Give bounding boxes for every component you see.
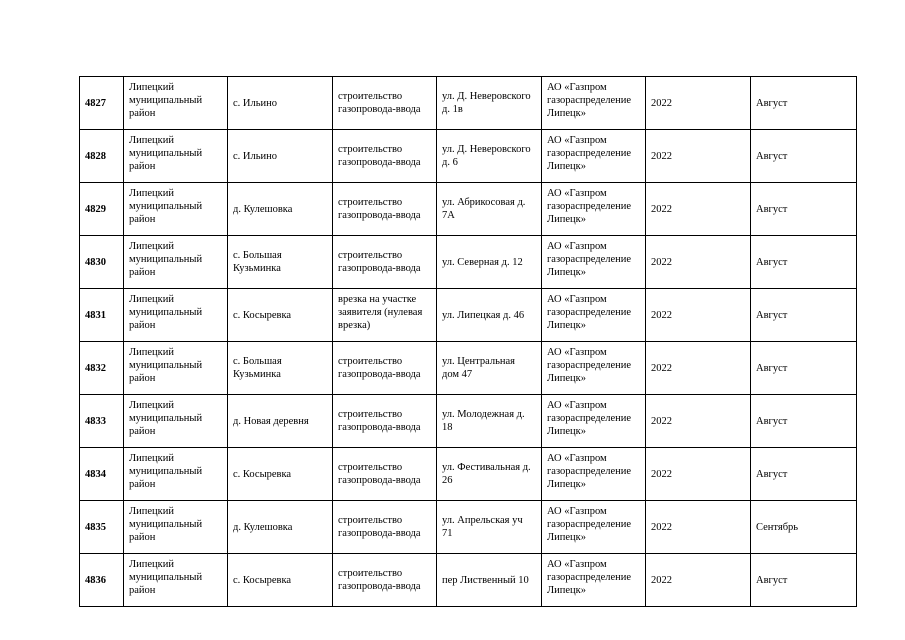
work-type-cell: строительство газопровода-ввода: [333, 236, 437, 289]
row-number-cell: 4835: [80, 501, 124, 554]
table-row: [80, 289, 857, 342]
table-row: [80, 236, 857, 289]
district-cell: Липецкий муниципальный район: [124, 554, 228, 607]
work-type-cell: строительство газопровода-ввода: [333, 501, 437, 554]
table-row: [80, 342, 857, 395]
month-cell: Август: [751, 183, 857, 236]
settlement-cell: с. Косыревка: [228, 448, 333, 501]
year-cell: 2022: [646, 554, 751, 607]
year-cell: 2022: [646, 342, 751, 395]
organization-cell: АО «Газпром газораспределение Липецк»: [542, 395, 646, 448]
address-cell: ул. Фестивальная д. 26: [437, 448, 542, 501]
table-row: [80, 183, 857, 236]
organization-cell: АО «Газпром газораспределение Липецк»: [542, 183, 646, 236]
district-cell: Липецкий муниципальный район: [124, 448, 228, 501]
address-cell: ул. Липецкая д. 46: [437, 289, 542, 342]
settlement-cell: с. Ильино: [228, 77, 333, 130]
address-cell: ул. Центральная дом 47: [437, 342, 542, 395]
work-type-cell: строительство газопровода-ввода: [333, 395, 437, 448]
year-cell: 2022: [646, 395, 751, 448]
year-cell: 2022: [646, 130, 751, 183]
table-row: [80, 501, 857, 554]
work-type-cell: строительство газопровода-ввода: [333, 448, 437, 501]
district-cell: Липецкий муниципальный район: [124, 501, 228, 554]
month-cell: Сентябрь: [751, 501, 857, 554]
district-cell: Липецкий муниципальный район: [124, 342, 228, 395]
district-cell: Липецкий муниципальный район: [124, 183, 228, 236]
row-number-cell: 4831: [80, 289, 124, 342]
settlement-cell: с. Ильино: [228, 130, 333, 183]
row-number-cell: 4830: [80, 236, 124, 289]
month-cell: Август: [751, 289, 857, 342]
district-cell: Липецкий муниципальный район: [124, 130, 228, 183]
month-cell: Август: [751, 342, 857, 395]
work-type-cell: врезка на участке заявителя (нулевая врезка): [333, 289, 437, 342]
month-cell: Август: [751, 395, 857, 448]
organization-cell: АО «Газпром газораспределение Липецк»: [542, 501, 646, 554]
organization-cell: АО «Газпром газораспределение Липецк»: [542, 130, 646, 183]
district-cell: Липецкий муниципальный район: [124, 289, 228, 342]
row-number-cell: 4836: [80, 554, 124, 607]
work-type-cell: строительство газопровода-ввода: [333, 130, 437, 183]
address-cell: ул. Д. Неверовского д. 1в: [437, 77, 542, 130]
address-cell: ул. Молодежная д. 18: [437, 395, 542, 448]
work-type-cell: строительство газопровода-ввода: [333, 342, 437, 395]
organization-cell: АО «Газпром газораспределение Липецк»: [542, 289, 646, 342]
organization-cell: АО «Газпром газораспределение Липецк»: [542, 236, 646, 289]
month-cell: Август: [751, 130, 857, 183]
settlement-cell: д. Кулешовка: [228, 501, 333, 554]
address-cell: ул. Апрельская уч 71: [437, 501, 542, 554]
month-cell: Август: [751, 554, 857, 607]
address-cell: ул. Абрикосовая д. 7А: [437, 183, 542, 236]
address-cell: ул. Д. Неверовского д. 6: [437, 130, 542, 183]
table-row: [80, 77, 857, 130]
organization-cell: АО «Газпром газораспределение Липецк»: [542, 554, 646, 607]
address-cell: ул. Северная д. 12: [437, 236, 542, 289]
settlement-cell: д. Новая деревня: [228, 395, 333, 448]
gasification-table: [79, 76, 857, 607]
table-row: [80, 554, 857, 607]
settlement-cell: с. Косыревка: [228, 289, 333, 342]
row-number-cell: 4832: [80, 342, 124, 395]
district-cell: Липецкий муниципальный район: [124, 236, 228, 289]
year-cell: 2022: [646, 77, 751, 130]
year-cell: 2022: [646, 448, 751, 501]
month-cell: Август: [751, 448, 857, 501]
row-number-cell: 4833: [80, 395, 124, 448]
year-cell: 2022: [646, 501, 751, 554]
year-cell: 2022: [646, 236, 751, 289]
year-cell: 2022: [646, 289, 751, 342]
table-row: [80, 395, 857, 448]
district-cell: Липецкий муниципальный район: [124, 395, 228, 448]
table-row: [80, 130, 857, 183]
settlement-cell: д. Кулешовка: [228, 183, 333, 236]
district-cell: Липецкий муниципальный район: [124, 77, 228, 130]
year-cell: 2022: [646, 183, 751, 236]
table-row: [80, 448, 857, 501]
row-number-cell: 4829: [80, 183, 124, 236]
month-cell: Август: [751, 236, 857, 289]
settlement-cell: с. Большая Кузьминка: [228, 342, 333, 395]
row-number-cell: 4834: [80, 448, 124, 501]
work-type-cell: строительство газопровода-ввода: [333, 77, 437, 130]
settlement-cell: с. Косыревка: [228, 554, 333, 607]
row-number-cell: 4827: [80, 77, 124, 130]
settlement-cell: с. Большая Кузьминка: [228, 236, 333, 289]
organization-cell: АО «Газпром газораспределение Липецк»: [542, 448, 646, 501]
organization-cell: АО «Газпром газораспределение Липецк»: [542, 342, 646, 395]
work-type-cell: строительство газопровода-ввода: [333, 554, 437, 607]
organization-cell: АО «Газпром газораспределение Липецк»: [542, 77, 646, 130]
month-cell: Август: [751, 77, 857, 130]
row-number-cell: 4828: [80, 130, 124, 183]
work-type-cell: строительство газопровода-ввода: [333, 183, 437, 236]
address-cell: пер Лиственный 10: [437, 554, 542, 607]
